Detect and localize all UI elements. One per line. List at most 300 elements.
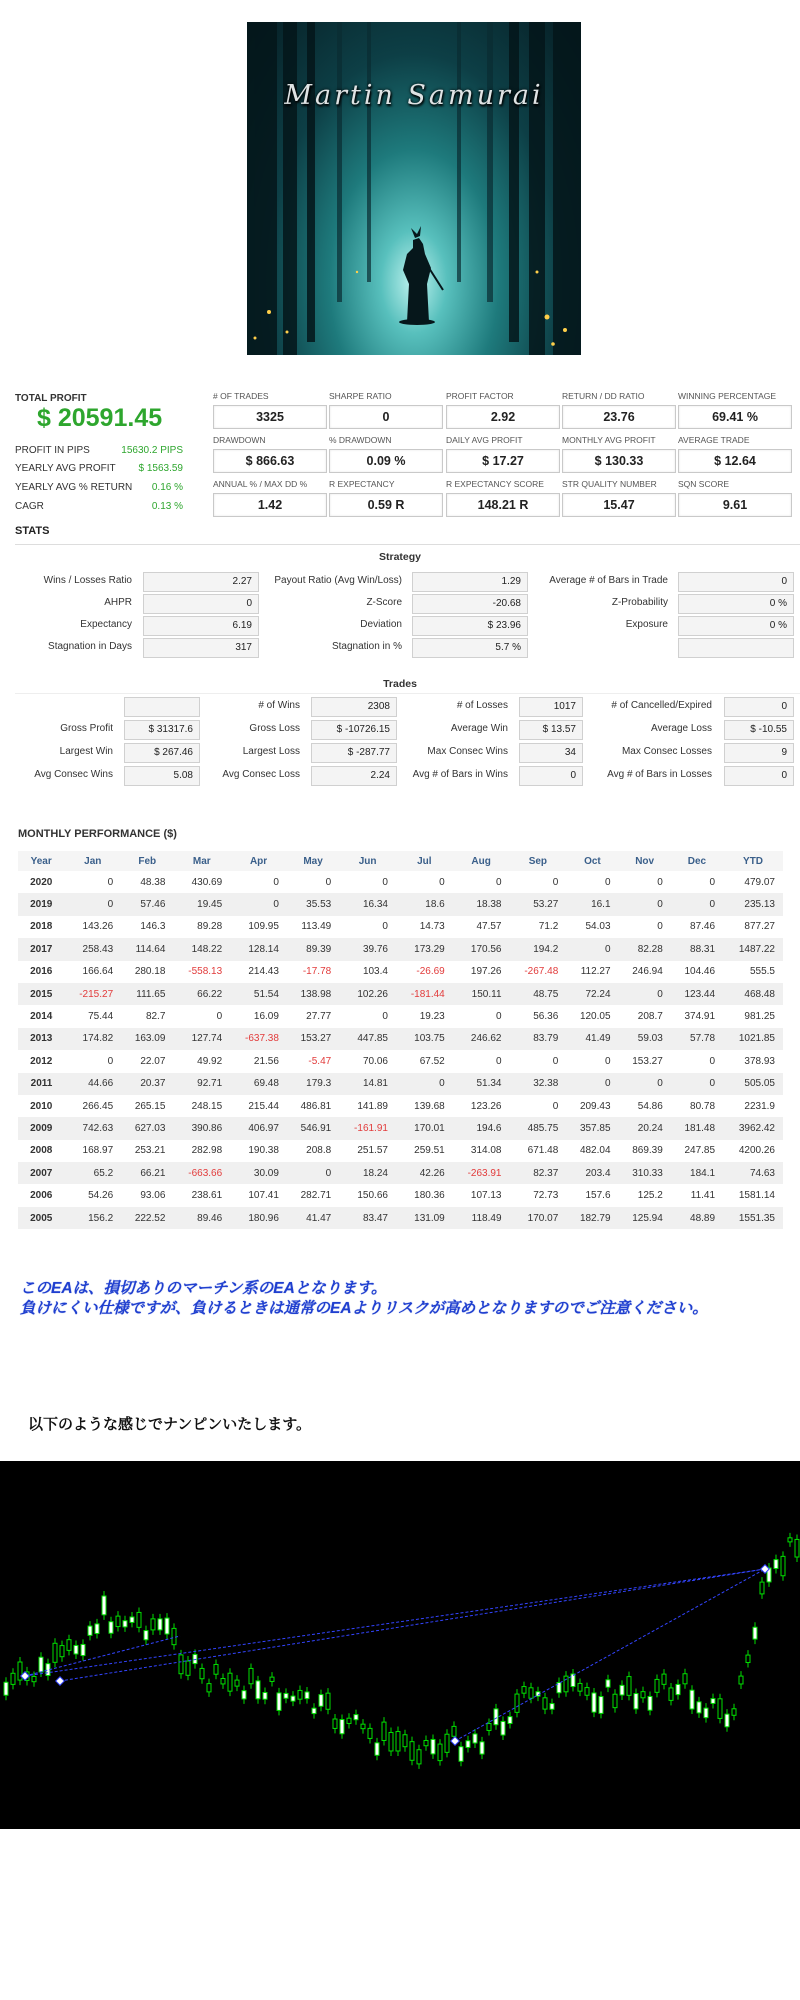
candle-body <box>417 1750 421 1764</box>
month-value-cell: -26.69 <box>416 966 445 978</box>
month-value-cell: 56.36 <box>533 1011 559 1023</box>
month-value-cell: 282.71 <box>300 1190 332 1202</box>
candle-body <box>270 1677 274 1681</box>
column-header: Aug <box>453 851 510 871</box>
stat-label: PROFIT FACTOR <box>446 391 514 401</box>
month-value-cell: 374.91 <box>684 1011 716 1023</box>
strategy-label: Stagnation in % <box>331 641 402 652</box>
month-value-cell: 20.24 <box>619 1117 671 1139</box>
candle-body <box>242 1691 246 1699</box>
stat-value: 23.76 <box>562 405 676 429</box>
year-cell: 2014 <box>30 1011 53 1023</box>
side-stat-label: YEARLY AVG PROFIT <box>15 463 116 474</box>
candle-body <box>235 1680 239 1686</box>
candle-body <box>298 1690 302 1699</box>
month-value-cell: 4200.26 <box>738 1145 775 1157</box>
stat-label: % DRAWDOWN <box>329 435 392 445</box>
column-header: Year <box>18 851 64 871</box>
month-value-cell: 41.47 <box>287 1207 339 1229</box>
month-value-cell: 168.97 <box>82 1145 114 1157</box>
strategy-value: -20.68 <box>412 594 528 614</box>
candle-body <box>571 1674 575 1687</box>
column-header: Mar <box>173 851 230 871</box>
entry-marker <box>56 1677 64 1685</box>
month-value-cell: 19.23 <box>419 1011 445 1023</box>
month-value-cell: 51.34 <box>453 1073 510 1095</box>
candle-body <box>522 1687 526 1694</box>
month-value-cell: 247.85 <box>684 1145 716 1157</box>
stat-label: SQN SCORE <box>678 479 730 489</box>
month-value-cell: 148.22 <box>173 938 230 960</box>
candle-body <box>550 1704 554 1710</box>
month-value-cell: 59.03 <box>619 1028 671 1050</box>
candle-body <box>746 1655 750 1662</box>
year-cell: 2010 <box>30 1100 53 1112</box>
stat-label: ANNUAL % / MAX DD % <box>213 479 308 489</box>
total-profit-label: TOTAL PROFIT <box>15 393 87 404</box>
month-value-cell: 139.68 <box>414 1100 445 1112</box>
candle-body <box>60 1646 64 1657</box>
month-value-cell: 1581.14 <box>738 1190 775 1202</box>
month-value-cell: 53.27 <box>510 893 567 915</box>
month-value-cell: 123.44 <box>671 983 723 1005</box>
month-value-cell: 72.24 <box>566 983 618 1005</box>
candle-body <box>403 1735 407 1747</box>
strategy-value-empty <box>678 638 794 658</box>
month-value-cell: 253.21 <box>134 1145 166 1157</box>
month-value-cell: 39.76 <box>339 938 396 960</box>
month-value-cell: 0 <box>619 893 671 915</box>
month-value-cell: 48.75 <box>510 983 567 1005</box>
trades-label: Gross Loss <box>249 723 300 734</box>
candle-body <box>438 1744 442 1761</box>
candle-body <box>130 1617 134 1622</box>
candle-body <box>18 1662 22 1680</box>
candle-body <box>760 1582 764 1594</box>
trades-label: Average Win <box>450 723 508 734</box>
trades-label: Avg Consec Wins <box>34 769 113 780</box>
month-value-cell: -181.44 <box>396 983 453 1005</box>
stat-sharpe <box>329 391 443 429</box>
month-value-cell: 0 <box>382 1011 388 1023</box>
candle-body <box>382 1722 386 1740</box>
candle-body <box>221 1679 225 1684</box>
month-value-cell: 251.57 <box>357 1145 388 1157</box>
month-value-cell: 35.53 <box>287 893 339 915</box>
month-value-cell: 869.39 <box>632 1145 663 1157</box>
stat-value: 69.41 % <box>678 405 792 429</box>
column-header: Nov <box>619 851 671 871</box>
trades-value-empty <box>124 697 200 717</box>
month-value-cell: 120.05 <box>579 1011 611 1023</box>
month-value-cell: 0 <box>107 1055 114 1067</box>
column-header: Feb <box>121 851 173 871</box>
month-value-cell: 742.63 <box>64 1117 121 1139</box>
side-stat-value: $ 1563.59 <box>138 463 183 474</box>
column-header: Oct <box>566 851 618 871</box>
candle-body <box>151 1619 155 1630</box>
candle-body <box>81 1644 85 1655</box>
side-stat-label: YEARLY AVG % RETURN <box>15 482 133 493</box>
candle-body <box>431 1739 435 1753</box>
candle-body <box>788 1538 792 1542</box>
candle-body <box>585 1688 589 1696</box>
stat-winning-pct <box>678 391 792 429</box>
stat-value: 2.92 <box>446 405 560 429</box>
column-header: Jun <box>339 851 396 871</box>
year-cell: 2016 <box>30 966 53 978</box>
month-value-cell: 82.28 <box>619 938 671 960</box>
strategy-value: 6.19 <box>143 616 259 636</box>
candle-body <box>606 1680 610 1687</box>
candlestick-chart <box>0 1461 800 1829</box>
candle-body <box>39 1657 43 1672</box>
month-value-cell: 150.66 <box>357 1190 388 1202</box>
column-header: Jul <box>396 851 453 871</box>
month-value-cell: 87.46 <box>690 921 716 933</box>
month-value-cell: 0 <box>64 893 121 915</box>
month-value-cell: 127.74 <box>173 1028 230 1050</box>
strategy-value: 0 % <box>678 616 794 636</box>
table-row <box>18 1140 783 1162</box>
table-row <box>18 1005 783 1027</box>
candle-body <box>690 1690 694 1709</box>
month-value-cell: 113.49 <box>301 921 332 933</box>
column-header: Apr <box>230 851 287 871</box>
month-value-cell: 82.37 <box>510 1162 567 1184</box>
month-value-cell: 125.94 <box>619 1207 671 1229</box>
month-value-cell: 16.09 <box>253 1011 279 1023</box>
strategy-label: AHPR <box>104 597 132 608</box>
trades-value: 5.08 <box>124 766 200 786</box>
stat-label: # OF TRADES <box>213 391 269 401</box>
year-cell: 2007 <box>18 1162 64 1184</box>
candle-body <box>347 1718 351 1723</box>
month-value-cell: 258.43 <box>64 938 121 960</box>
candle-body <box>74 1645 78 1653</box>
month-value-cell: 153.27 <box>287 1028 339 1050</box>
month-value-cell: 0 <box>552 1055 559 1067</box>
candle-body <box>137 1612 141 1627</box>
stat-label: MONTHLY AVG PROFIT <box>562 435 656 445</box>
year-cell: 2013 <box>18 1028 64 1050</box>
table-row <box>18 1095 783 1117</box>
table-row <box>18 1117 783 1139</box>
candle-body <box>263 1692 267 1699</box>
stat-return-dd <box>562 391 676 429</box>
side-stat-value: 15630.2 PIPS <box>121 445 183 456</box>
month-value-cell: 14.81 <box>339 1073 396 1095</box>
table-row <box>18 1073 783 1095</box>
side-stat <box>15 501 183 512</box>
month-value-cell: 0 <box>657 921 663 933</box>
month-value-cell: 0 <box>273 876 279 888</box>
candle-body <box>599 1697 603 1714</box>
trades-value: $ -287.77 <box>311 743 397 763</box>
trades-value: 9 <box>724 743 794 763</box>
month-value-cell: 14.73 <box>419 921 445 933</box>
column-header: YTD <box>723 851 783 871</box>
side-stat-value: 0.13 % <box>151 501 183 512</box>
candle-body <box>158 1619 162 1630</box>
strategy-value: 0 % <box>678 594 794 614</box>
stat-value: 3325 <box>213 405 327 429</box>
candle-body <box>564 1676 568 1692</box>
month-value-cell: 671.48 <box>527 1145 559 1157</box>
trades-label: Largest Win <box>59 746 113 757</box>
month-value-cell: 0 <box>396 1073 453 1095</box>
table-row <box>18 1050 783 1072</box>
month-value-cell: 246.62 <box>453 1028 510 1050</box>
month-value-cell: 18.38 <box>453 893 510 915</box>
table-row <box>18 1162 783 1184</box>
month-value-cell: 70.06 <box>362 1055 388 1067</box>
month-value-cell: 143.26 <box>82 921 114 933</box>
candle-body <box>291 1696 295 1701</box>
candle-body <box>697 1702 701 1713</box>
candle-body <box>396 1732 400 1751</box>
strategy-value: 0 <box>678 572 794 592</box>
year-cell: 2012 <box>30 1055 53 1067</box>
strategy-label: Stagnation in Days <box>48 641 132 652</box>
month-value-cell: 0 <box>552 876 559 888</box>
candle-body <box>95 1624 99 1634</box>
position-line <box>25 1569 765 1676</box>
strategy-value: $ 23.96 <box>412 616 528 636</box>
candle-body <box>711 1699 715 1704</box>
strategy-label: Expectancy <box>80 619 132 630</box>
candle-body <box>228 1673 232 1691</box>
candle-body <box>32 1676 36 1681</box>
candle-body <box>739 1676 743 1684</box>
strategy-value: 317 <box>143 638 259 658</box>
candle-body <box>116 1616 120 1626</box>
candle-body <box>452 1726 456 1736</box>
month-value-cell: 57.46 <box>121 893 173 915</box>
candle-body <box>676 1684 680 1694</box>
month-value-cell: 0 <box>604 876 611 888</box>
trades-label: # of Wins <box>258 700 300 711</box>
month-value-cell: -663.66 <box>173 1162 230 1184</box>
table-header-row <box>18 851 783 871</box>
trades-value: 0 <box>724 766 794 786</box>
strategy-value: 2.27 <box>143 572 259 592</box>
side-stat-value: 0.16 % <box>151 482 183 493</box>
month-value-cell: 18.24 <box>339 1162 396 1184</box>
month-value-cell: 0 <box>495 876 502 888</box>
candle-body <box>312 1708 316 1713</box>
trades-value: $ 267.46 <box>124 743 200 763</box>
month-value-cell: 141.89 <box>357 1100 388 1112</box>
month-value-cell: 49.92 <box>197 1055 223 1067</box>
month-value-cell: 406.97 <box>230 1117 287 1139</box>
month-value-cell: 479.07 <box>744 876 775 888</box>
stat-monthly-avg <box>562 435 676 473</box>
month-value-cell: 54.26 <box>88 1190 114 1202</box>
column-header: Sep <box>510 851 567 871</box>
month-value-cell: 123.26 <box>470 1100 502 1112</box>
month-value-cell: 44.66 <box>64 1073 121 1095</box>
month-value-cell: 150.11 <box>453 983 510 1005</box>
year-cell: 2005 <box>18 1207 64 1229</box>
month-value-cell: 981.25 <box>744 1011 775 1023</box>
month-value-cell: 282.98 <box>191 1145 223 1157</box>
stat-pct-drawdown <box>329 435 443 473</box>
candle-body <box>326 1693 330 1709</box>
month-value-cell: 280.18 <box>134 966 166 978</box>
month-value-cell: 153.27 <box>632 1055 663 1067</box>
candle-body <box>774 1560 778 1569</box>
month-value-cell: 54.86 <box>637 1100 663 1112</box>
year-cell: 2008 <box>30 1145 53 1157</box>
month-value-cell: 214.43 <box>248 966 279 978</box>
trades-value: 0 <box>519 766 583 786</box>
month-value-cell: 546.91 <box>287 1117 339 1139</box>
candle-body <box>459 1747 463 1762</box>
month-value-cell: 190.38 <box>248 1145 279 1157</box>
month-value-cell: 19.45 <box>173 893 230 915</box>
month-value-cell: 109.95 <box>248 921 279 933</box>
trades-label: Avg # of Bars in Wins <box>412 769 508 780</box>
stat-label: DAILY AVG PROFIT <box>446 435 523 445</box>
stat-label: DRAWDOWN <box>213 435 266 445</box>
trades-value: $ 31317.6 <box>124 720 200 740</box>
candle-body <box>753 1627 757 1639</box>
candle-body <box>277 1693 281 1710</box>
month-value-cell: 246.94 <box>632 966 663 978</box>
month-value-cell: 118.49 <box>453 1207 510 1229</box>
candle-body <box>473 1734 477 1743</box>
table-row <box>18 1028 783 1050</box>
month-value-cell: 54.03 <box>585 921 611 933</box>
stats-heading: STATS <box>15 525 50 537</box>
candle-body <box>487 1724 491 1731</box>
month-value-cell: 20.37 <box>121 1073 173 1095</box>
candle-body <box>662 1674 666 1684</box>
month-value-cell: 27.77 <box>306 1011 332 1023</box>
month-value-cell: 0 <box>709 1055 716 1067</box>
year-cell: 2019 <box>18 893 64 915</box>
month-value-cell: 485.75 <box>510 1117 567 1139</box>
candle-body <box>179 1655 183 1674</box>
candle-body <box>508 1717 512 1724</box>
candle-body <box>256 1681 260 1699</box>
candle-body <box>466 1741 470 1748</box>
trades-value: 0 <box>724 697 794 717</box>
monthly-performance-title: MONTHLY PERFORMANCE ($) <box>18 828 177 840</box>
candle-body <box>186 1661 190 1675</box>
month-value-cell: 0 <box>671 893 723 915</box>
month-value-cell: 238.61 <box>191 1190 223 1202</box>
stat-value: $ 130.33 <box>562 449 676 473</box>
month-value-cell: 194.2 <box>510 938 567 960</box>
month-value-cell: 215.44 <box>248 1100 279 1112</box>
trades-label: # of Cancelled/Expired <box>611 700 712 711</box>
month-value-cell: 877.27 <box>744 921 775 933</box>
month-value-cell: 555.5 <box>749 966 775 978</box>
month-value-cell: 75.44 <box>88 1011 114 1023</box>
month-value-cell: 65.2 <box>64 1162 121 1184</box>
candle-body <box>725 1714 729 1727</box>
month-value-cell: 181.48 <box>671 1117 723 1139</box>
forest-illustration <box>247 22 581 355</box>
candle-body <box>613 1694 617 1707</box>
side-stat-label: PROFIT IN PIPS <box>15 445 90 456</box>
month-value-cell: 627.03 <box>121 1117 173 1139</box>
month-value-cell: 468.48 <box>723 983 783 1005</box>
month-value-cell: 22.07 <box>140 1055 166 1067</box>
stat-daily-avg <box>446 435 560 473</box>
candle-body <box>578 1683 582 1691</box>
month-value-cell: 32.38 <box>510 1073 567 1095</box>
month-value-cell: 0 <box>495 1055 502 1067</box>
month-value-cell: 11.41 <box>690 1190 716 1202</box>
month-value-cell: 74.63 <box>723 1162 783 1184</box>
month-value-cell: 310.33 <box>619 1162 671 1184</box>
trades-divider <box>15 693 800 694</box>
month-value-cell: 482.04 <box>579 1145 611 1157</box>
cover-image <box>247 22 581 355</box>
month-value-cell: 179.3 <box>287 1073 339 1095</box>
candle-body <box>669 1688 673 1700</box>
table-row <box>18 938 783 960</box>
note-line-3: 以下のような感じでナンピンいたします。 <box>28 1416 312 1433</box>
side-stat-label: CAGR <box>15 501 44 512</box>
candle-body <box>501 1721 505 1735</box>
strategy-label: Exposure <box>625 619 668 630</box>
candle-body <box>11 1673 15 1684</box>
candle-body <box>655 1679 659 1692</box>
entry-marker <box>451 1737 459 1745</box>
strategy-heading: Strategy <box>378 551 421 563</box>
candle-body <box>305 1692 309 1699</box>
month-value-cell: 184.1 <box>671 1162 723 1184</box>
month-value-cell: 107.41 <box>248 1190 279 1202</box>
month-value-cell: 0 <box>619 1073 671 1095</box>
month-value-cell: 92.71 <box>173 1073 230 1095</box>
month-value-cell: 180.36 <box>414 1190 445 1202</box>
candle-body <box>53 1643 57 1662</box>
trades-value: $ -10.55 <box>724 720 794 740</box>
total-profit-value: $ 20591.45 <box>37 404 163 432</box>
month-value-cell: 157.6 <box>585 1190 611 1202</box>
year-cell: 2015 <box>18 983 64 1005</box>
month-value-cell: 107.13 <box>470 1190 502 1202</box>
column-header: Jan <box>64 851 121 871</box>
candle-body <box>424 1741 428 1746</box>
month-value-cell: 57.78 <box>671 1028 723 1050</box>
stat-value: 148.21 R <box>446 493 560 517</box>
month-value-cell: 138.98 <box>287 983 339 1005</box>
candle-body <box>592 1693 596 1712</box>
trades-label: Average Loss <box>651 723 712 734</box>
trades-value: 2308 <box>311 697 397 717</box>
stat-average-trade <box>678 435 792 473</box>
strategy-label: Z-Score <box>366 597 402 608</box>
stat-label: STR QUALITY NUMBER <box>562 479 657 489</box>
candle-body <box>333 1719 337 1728</box>
month-value-cell: 0 <box>216 1011 223 1023</box>
candle-body <box>200 1668 204 1678</box>
stat-value: 0.59 R <box>329 493 443 517</box>
candle-body <box>4 1682 8 1695</box>
stat-drawdown <box>213 435 327 473</box>
month-value-cell: 0 <box>657 876 663 888</box>
month-value-cell: 30.09 <box>230 1162 287 1184</box>
month-value-cell: 2231.9 <box>744 1100 775 1112</box>
month-value-cell: -161.91 <box>339 1117 396 1139</box>
candle-body <box>480 1742 484 1754</box>
